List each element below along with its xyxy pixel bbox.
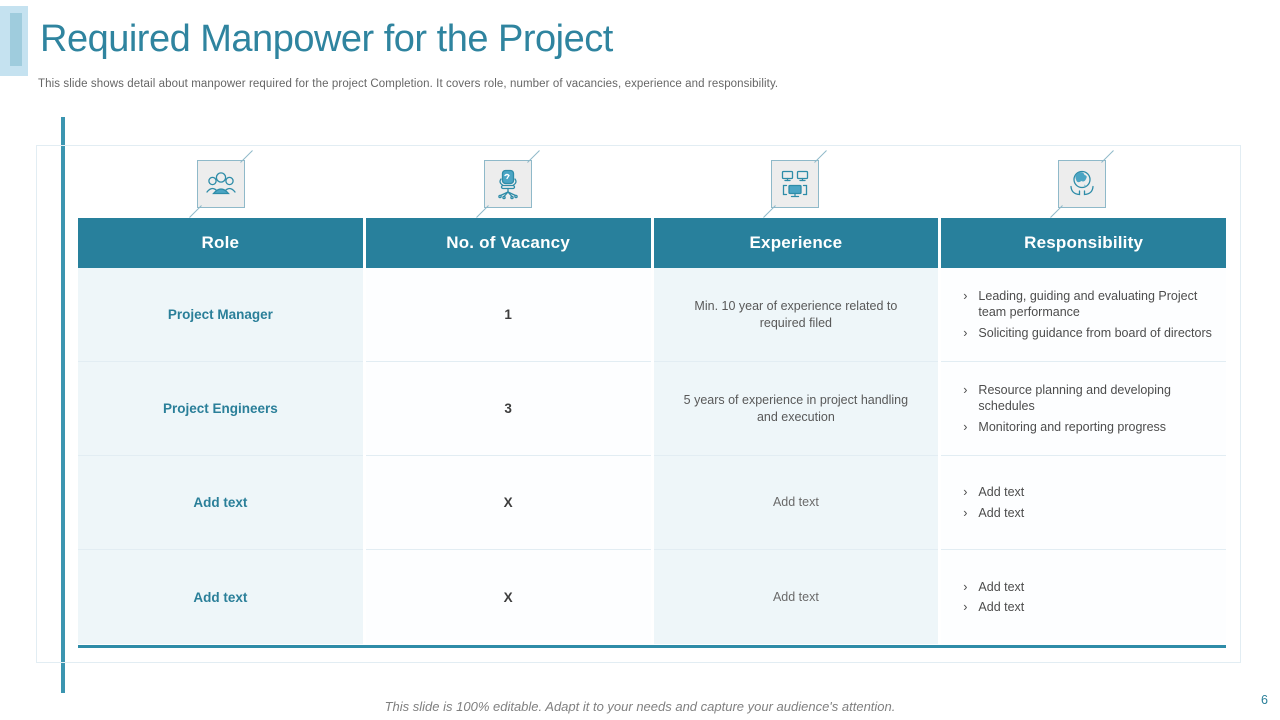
list-item-text: Add text (978, 485, 1025, 500)
decor-bar-dark (10, 13, 22, 66)
table-cell-experience[interactable]: Min. 10 year of experience related to required filed (654, 268, 939, 362)
table-header-responsibility: Responsibility (941, 218, 1226, 268)
table-cell-vacancy[interactable]: X (366, 456, 651, 550)
table-cell-responsibility[interactable] (941, 362, 1226, 456)
list-item (963, 382, 1216, 415)
list-item-text: Monitoring and reporting progress (978, 419, 1167, 434)
slide-subtitle: This slide shows detail about manpower required for the project Completion. It covers role, number of vacancies, experience and responsibility. (38, 78, 779, 90)
table-cell-vacancy[interactable]: 1 (366, 268, 651, 362)
bullet-marker: › (963, 579, 968, 594)
table-cell-responsibility[interactable] (941, 456, 1226, 550)
table-cell-vacancy[interactable]: X (366, 550, 651, 644)
list-item (963, 288, 1216, 321)
bullet-marker: › (963, 485, 968, 500)
bullet-marker: › (963, 325, 968, 340)
table-cell-role[interactable]: Project Engineers (78, 362, 363, 456)
slide-footer-note: This slide is 100% editable. Adapt it to your needs and capture your audience's attention. (384, 699, 896, 714)
office-chair-icon (484, 160, 532, 208)
manpower-table (78, 218, 1226, 644)
list-item-text: Resource planning and developing schedules (978, 383, 1171, 414)
list-item (963, 419, 1166, 435)
table-cell-role[interactable]: Project Manager (78, 268, 363, 362)
table-header-role: Role (78, 218, 363, 268)
list-item-text: Add text (978, 600, 1025, 614)
table-cell-experience[interactable]: Add text (654, 550, 939, 644)
bullet-marker: › (963, 600, 968, 614)
list-item-text: Add text (978, 579, 1025, 594)
table-cell-experience[interactable]: 5 years of experience in project handling and execution (654, 362, 939, 456)
table-header-vacancy: No. of Vacancy (366, 218, 651, 268)
table-cell-responsibility[interactable] (941, 268, 1226, 362)
list-item-text: Leading, guiding and evaluating Project team performance (978, 289, 1198, 320)
table-bottom-accent-line (78, 645, 1226, 648)
list-item (963, 325, 1212, 341)
globe-in-hands-icon (1058, 160, 1106, 208)
computer-network-icon (771, 160, 819, 208)
list-item (963, 579, 1024, 595)
list-item (963, 484, 1024, 500)
page-number: 6 (1261, 693, 1268, 707)
list-item (963, 505, 1024, 521)
table-cell-role[interactable]: Add text (78, 456, 363, 550)
table-cell-responsibility[interactable] (941, 550, 1226, 644)
page-title: Required Manpower for the Project (40, 18, 613, 60)
list-item-text: Add text (978, 505, 1025, 520)
table-cell-vacancy[interactable]: 3 (366, 362, 651, 456)
bullet-marker: › (963, 289, 968, 304)
table-cell-role[interactable]: Add text (78, 550, 363, 644)
bullet-marker: › (963, 505, 968, 520)
bullet-marker: › (963, 419, 968, 434)
table-header-experience: Experience (654, 218, 939, 268)
list-item (963, 599, 1024, 615)
table-cell-experience[interactable]: Add text (654, 456, 939, 550)
list-item-text: Soliciting guidance from board of directors (978, 325, 1212, 340)
bullet-marker: › (963, 383, 968, 398)
team-icon (197, 160, 245, 208)
